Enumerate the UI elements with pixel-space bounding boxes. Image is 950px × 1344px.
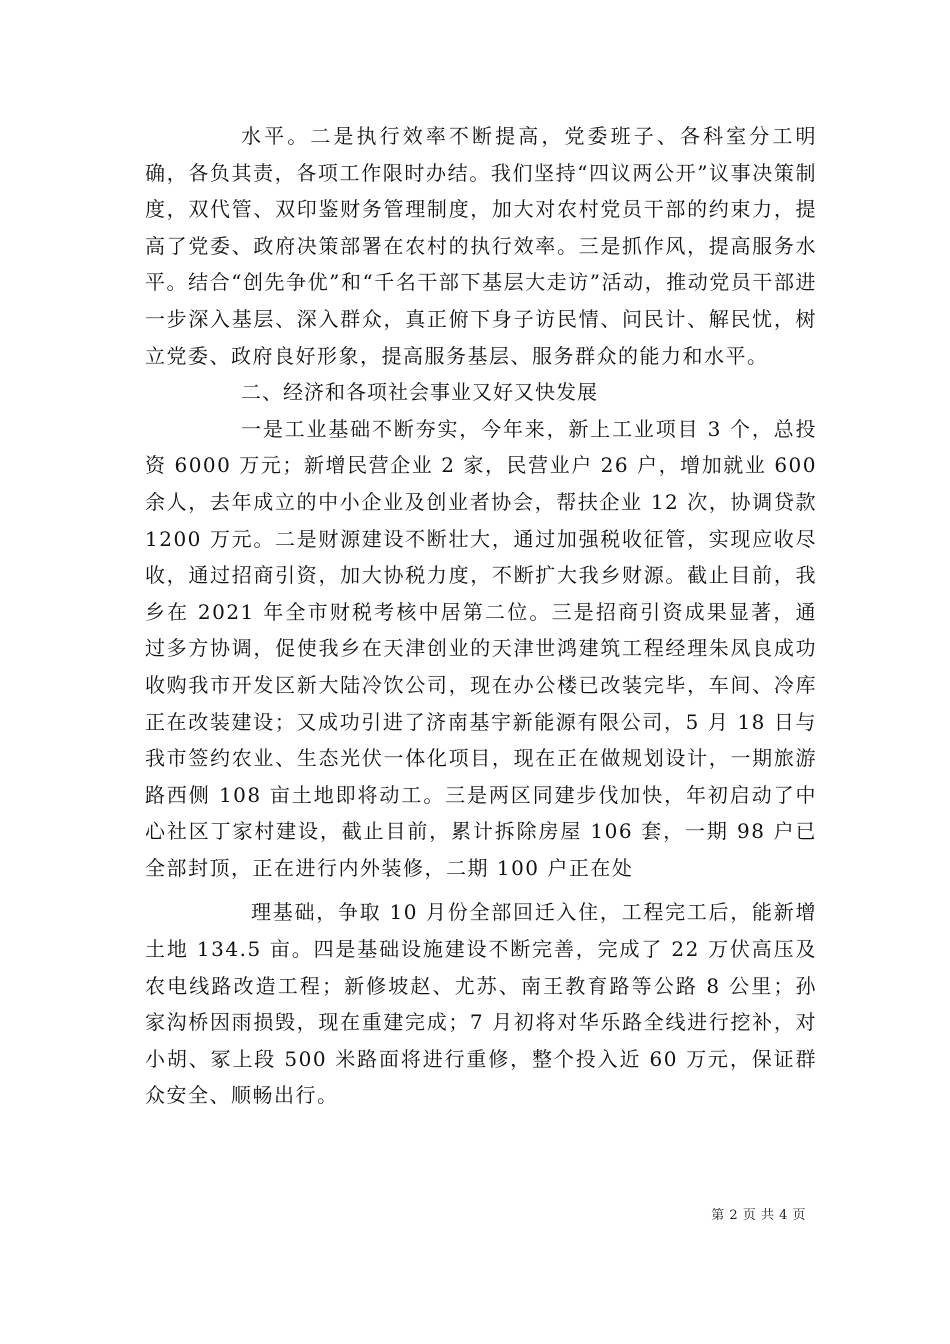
section-heading-economy: 二、经济和各项社会事业又好又快发展 xyxy=(241,380,598,405)
paragraph-infrastructure: 理基础，争取 10 月份全部回迁入住，工程完工后，能新增土地 134.5 亩。四是基础设施建设不断完善，完成了 22 万伏高压及农电线路改造工程；新修坡赵、尤苏、南王教育路等公路 8 公里；孙家沟桥因雨损毁，现在重建完成；7 月初将对华乐路全线进行挖补，对小胡、冢上段 500 米路面将进行重修，整个投入近 60 万元，保证群众安全、顺畅出行。 xyxy=(145,900,817,1108)
paragraph-party-work: 水平。二是执行效率不断提高，党委班子、各科室分工明确，各负其责，各项工作限时办结。我们坚持“四议两公开”议事决策制度，双代管、双印鉴财务管理制度，加大对农村党员干部的约束力，提高了党委、政府决策部署在农村的执行效率。三是抓作风，提高服务水平。结合“创先争优”和“千名干部下基层大走访”活动，推动党员干部进一步深入基层、深入群众，真正俯下身子访民情、问民计、解民忧，树立党委、政府良好形象，提高服务基层、服务群众的能力和水平。 xyxy=(145,124,817,368)
page-number-footer: 第 2 页 共 4 页 xyxy=(711,1208,806,1223)
paragraph-economy: 一是工业基础不断夯实，今年来，新上工业项目 3 个，总投资 6000 万元；新增民营企业 2 家，民营业户 26 户，增加就业 600 余人，去年成立的中小企业及创业者协会，帮扶企业 12 次，协调贷款 1200 万元。二是财源建设不断壮大，通过加强税收征管，实现应收尽收，通过招商引资，加大协税力度，不断扩大我乡财源。截止目前，我乡在 2021 年全市财税考核中居第二位。三是招商引资成果显著，通过多方协调，促使我乡在天津创业的天津世鸿建筑工程经理朱凤良成功收购我市开发区新大陆冷饮公司，现在办公楼已改装完毕，车间、冷库正在改装建设；又成功引进了济南基宇新能源有限公司，5 月 18 日与我市签约农业、生态光伏一体化项目，现在正在做规划设计，一期旅游路西侧 108 亩土地即将动工。三是两区同建步伐加快，年初启动了中心社区丁家村建设，截止目前，累计拆除房屋 106 套，一期 98 户已全部封顶，正在进行内外装修，二期 100 户正在处 xyxy=(145,416,817,880)
document-body xyxy=(145,118,817,1114)
